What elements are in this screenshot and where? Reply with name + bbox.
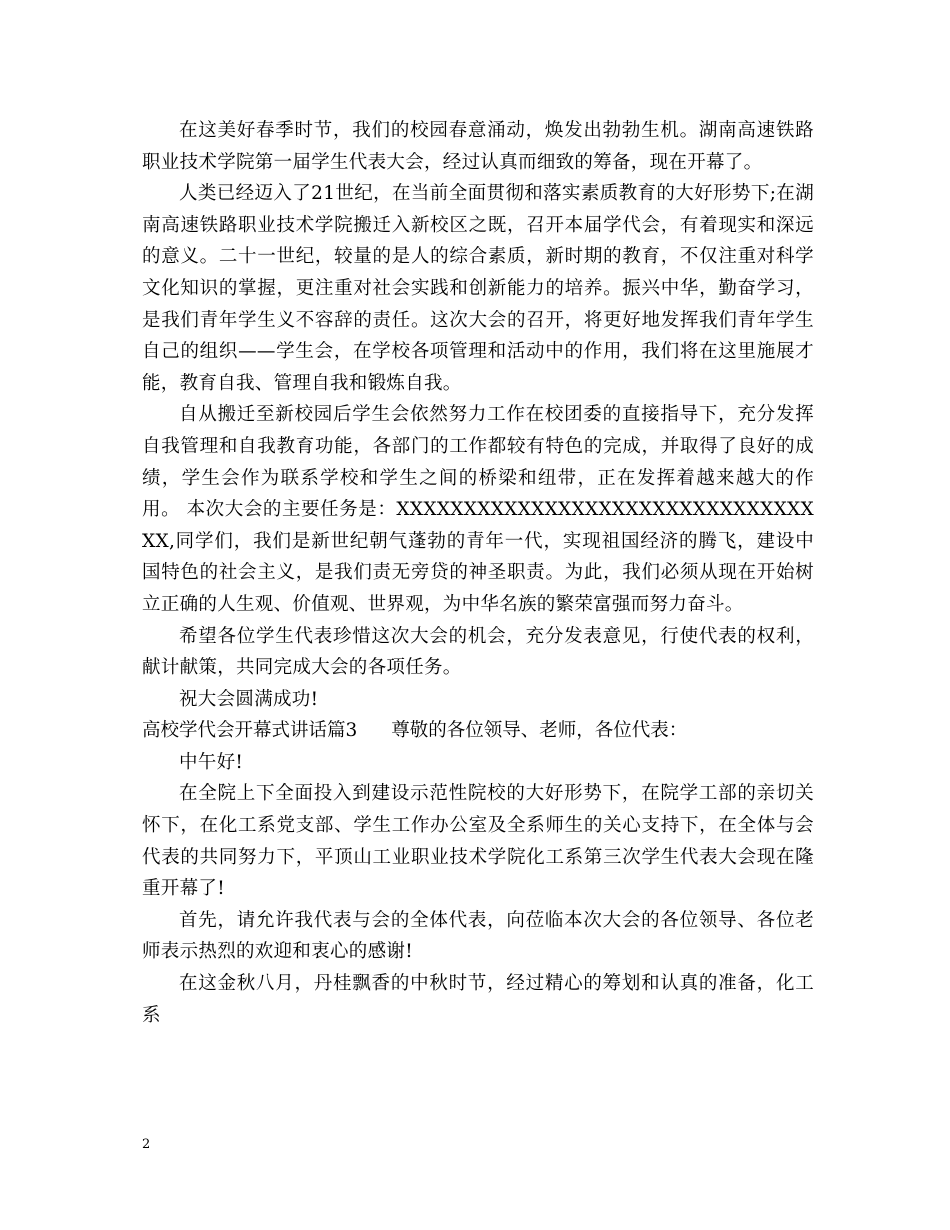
- paragraph: 人类已经迈入了21世纪，在当前全面贯彻和落实素质教育的大好形势下;在湖南高速铁路职业技术学院搬迁入新校区之既，召开本届学代会，有着现实和深远的意义。二十一世纪，较量的是人的综合素质，新时期的教育，不仅注重对科学文化知识的掌握，更注重对社会实践和创新能力的培养。振兴中华，勤奋学习，是我们青年学生义不容辞的责任。这次大会的召开，将更好地发挥我们青年学生自己的组织——学生会，在学校各项管理和活动中的作用，我们将在这里施展才能，教育自我、管理自我和锻炼自我。: [142, 183, 814, 394]
- paragraph: 首先，请允许我代表与会的全体代表，向莅临本次大会的各位领导、各位老师表示热烈的欢迎和衷心的感谢!: [142, 909, 814, 963]
- document-body: [142, 115, 814, 1031]
- section-title: 高校学代会开幕式讲话篇3: [142, 720, 358, 742]
- paragraph: 在这金秋八月，丹桂飘香的中秋时节，经过精心的筹划和认真的准备，化工系: [142, 973, 814, 1026]
- paragraph: 祝大会圆满成功!: [179, 688, 319, 710]
- paragraph: 自从搬迁至新校园后学生会依然努力工作在校团委的直接指导下，充分发挥自我管理和自我教育功能，各部门的工作都较有特色的完成，并取得了良好的成绩，学生会作为联系学校和学生之间的桥梁和纽带，正在发挥着越来越大的作用。 本次大会的主要任务是：XXXXXXXXXXXXXXXXXXXXXXXXXXXXXXXXX,同学们，我们是新世纪朝气蓬勃的青年一代，实现祖国经济的腾飞，建设中国特色的社会主义，是我们责无旁贷的神圣职责。为此，我们必须从现在开始树立正确的人生观、价值观、世界观，为中华名族的繁荣富强而努力奋斗。: [142, 404, 814, 615]
- section-heading-line: [142, 715, 814, 747]
- paragraph: 中午好!: [179, 751, 244, 773]
- paragraph: 希望各位学生代表珍惜这次大会的机会，充分发表意见，行使代表的权利，献计献策，共同完成大会的各项任务。: [142, 625, 814, 679]
- paragraph: 在这美好春季时节，我们的校园春意涌动，焕发出勃勃生机。湖南高速铁路职业技术学院第一届学生代表大会，经过认真而细致的筹备，现在开幕了。: [142, 120, 814, 173]
- page-number: 2: [142, 1137, 151, 1152]
- salutation: 尊敬的各位领导、老师，各位代表：: [391, 720, 688, 742]
- paragraph: 在全院上下全面投入到建设示范性院校的大好形势下，在院学工部的亲切关怀下，在化工系党支部、学生工作办公室及全系师生的关心支持下，在全体与会代表的共同努力下，平顶山工业职业技术学院化工系第三次学生代表大会现在隆重开幕了!: [142, 783, 814, 900]
